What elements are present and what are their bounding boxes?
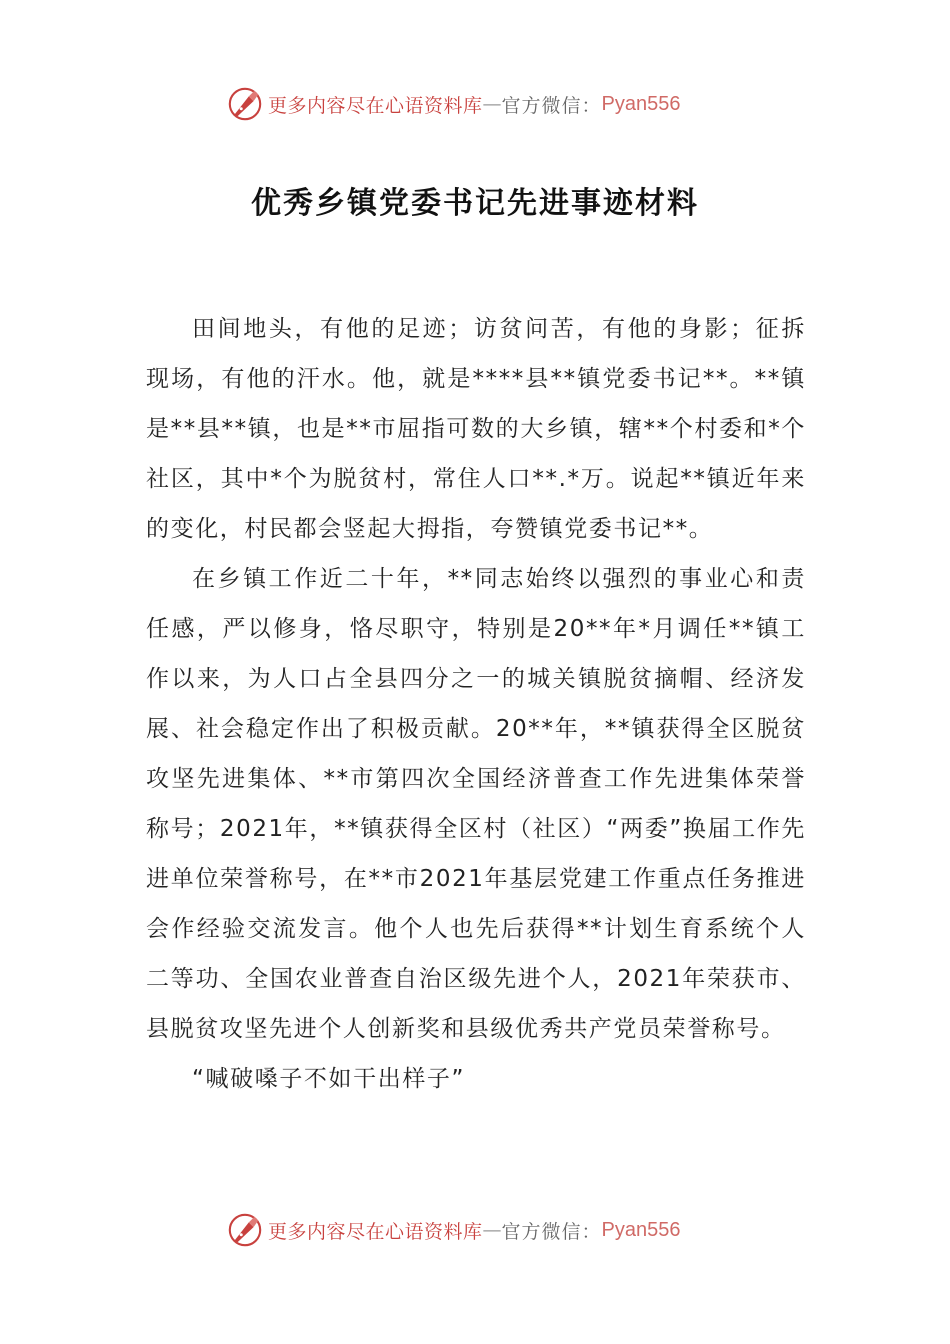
watermark-wechat-id: Pyan556 xyxy=(601,1218,681,1241)
watermark-wechat-id: Pyan556 xyxy=(601,92,681,115)
pen-nib-logo-icon xyxy=(226,1211,264,1249)
watermark-official-label: 官方微信： xyxy=(501,94,602,117)
body-paragraph: “喊破嗓子不如干出样子” xyxy=(192,1066,466,1092)
watermark-separator: — xyxy=(482,93,502,115)
watermark-official-label: 官方微信： xyxy=(501,1220,602,1243)
footer-watermark xyxy=(226,1210,746,1250)
document-title: 优秀乡镇党委书记先进事迹材料 xyxy=(251,186,699,221)
body-paragraph: 田间地头，有他的足迹；访贫问苦，有他的身影；征拆现场，有他的汗水。他，就是****县**镇党委书记**。**镇是**县**镇，也是**市屈指可数的大乡镇，辖**个村委和*个社区，其中*个为脱贫村，常住人口**.*万。说起**镇近年来的变化，村民都会竖起大拇指，夸赞镇党委书记**。 xyxy=(146,316,806,542)
watermark-separator: — xyxy=(482,1219,502,1241)
body-paragraph: 在乡镇工作近二十年，**同志始终以强烈的事业心和责任感，严以修身，恪尽职守，特别是20**年*月调任**镇工作以来，为人口占全县四分之一的城关镇脱贫摘帽、经济发展、社会稳定作出了积极贡献。20**年，**镇获得全区脱贫攻坚先进集体、**市第四次全国经济普查工作先进集体荣誉称号；2021年，**镇获得全区村（社区）“两委”换届工作先进单位荣誉称号，在**市2021年基层党建工作重点任务推进会作经验交流发言。他个人也先后获得**计划生育系统个人二等功、全国农业普查自治区级先进个人，2021年荣获市、县脱贫攻坚先进个人创新奖和县级优秀共产党员荣誉称号。 xyxy=(146,566,806,1042)
pen-nib-logo-icon xyxy=(226,85,264,123)
header-watermark xyxy=(226,84,746,124)
watermark-text: 更多内容尽在心语资料库 xyxy=(268,94,483,117)
document-body xyxy=(146,304,806,1104)
watermark-text: 更多内容尽在心语资料库 xyxy=(268,1220,483,1243)
